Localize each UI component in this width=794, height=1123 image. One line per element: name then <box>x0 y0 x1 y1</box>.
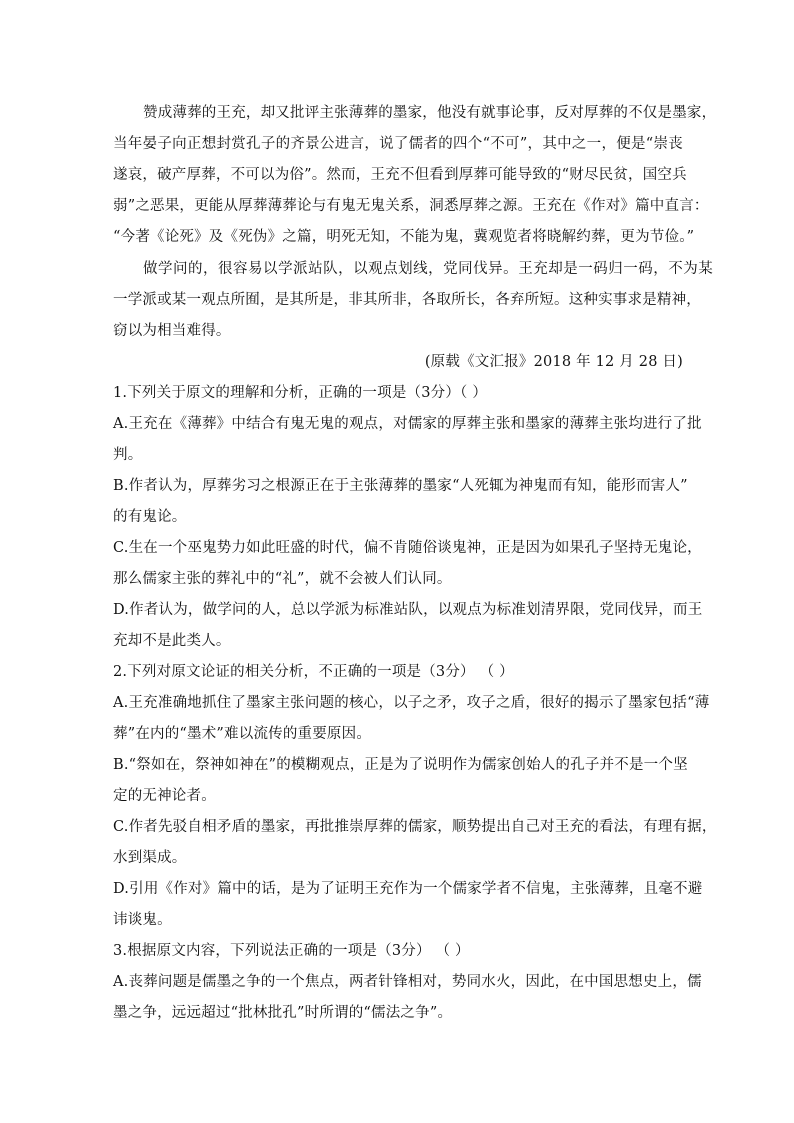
paragraph-1-line-5: “今著《论死》及《死伪》之篇，明死无知，不能为鬼，冀观览者将晓解约葬，更为节俭。” <box>113 229 695 245</box>
question-3-option-a-cont: 墨之争，远远超过“批林批孔”时所谓的“儒法之争”。 <box>113 1005 453 1021</box>
question-2-stem: 2.下列对原文论证的相关分析，不正确的一项是（3分） （ ） <box>113 664 514 680</box>
paragraph-2-line-2: 一学派或某一观点所囿，是其所是，非其所非，各取所长，各弃所短。这种实事求是精神， <box>113 292 701 308</box>
question-3-option-a: A.丧葬问题是儒墨之争的一个焦点，两者针锋相对，势同水火，因此，在中国思想史上，儒 <box>113 974 702 990</box>
question-2-option-c: C.作者先驳自相矛盾的墨家，再批推崇厚葬的儒家，顺势提出自己对王充的看法，有理有据， <box>113 819 717 835</box>
question-2-option-a: A.王充准确地抓住了墨家主张问题的核心，以子之矛，攻子之盾，很好的揭示了墨家包括“薄 <box>113 695 710 711</box>
question-2-option-a-cont: 葬”在内的“墨术”难以流传的重要原因。 <box>113 726 372 742</box>
paragraph-1-line-3: 遂哀，破产厚葬，不可以为俗”。然而，王充不但看到厚葬可能导致的“财尽民贫，国空兵 <box>113 167 687 183</box>
source-citation: (原载《文汇报》2018 年 12 月 28 日) <box>424 354 683 370</box>
question-1-option-b: B.作者认为，厚葬劣习之根源正在于主张薄葬的墨家“人死辄为神鬼而有知，能形而害人” <box>113 478 688 494</box>
question-1-option-c-cont: 那么儒家主张的葬礼中的“礼”，就不会被人们认同。 <box>113 571 452 587</box>
paragraph-1-line-2: 当年晏子向正想封赏孔子的齐景公进言，说了儒者的四个“不可”，其中之一，便是“崇丧 <box>113 136 683 152</box>
question-3-stem: 3.根据原文内容，下列说法正确的一项是（3分） （ ） <box>113 943 470 959</box>
question-2-option-d: D.引用《作对》篇中的话，是为了证明王充作为一个儒家学者不信鬼，主张薄葬，且毫不避 <box>113 881 703 897</box>
question-1-option-d: D.作者认为，做学问的人，总以学派为标准站队，以观点为标准划清界限，党同伐异，而王 <box>113 602 703 618</box>
question-1-stem: 1.下列关于原文的理解和分析，正确的一项是（3分）（ ） <box>113 385 488 401</box>
paragraph-1-line-1: 赞成薄葬的王充，却又批评主张薄葬的墨家，他没有就事论事，反对厚葬的不仅是墨家， <box>143 105 717 121</box>
question-1-option-a: A.王充在《薄葬》中结合有鬼无鬼的观点，对儒家的厚葬主张和墨家的薄葬主张均进行了批 <box>113 416 702 432</box>
paragraph-1-line-4: 弱”之恶果，更能从厚葬薄葬论与有鬼无鬼关系，洞悉厚葬之源。王充在《作对》篇中直言： <box>113 198 709 214</box>
question-1-option-d-cont: 充却不是此类人。 <box>113 633 231 649</box>
question-2-option-d-cont: 讳谈鬼。 <box>113 912 172 928</box>
paragraph-2-line-1: 做学问的，很容易以学派站队，以观点划线，党同伐异。王充却是一码归一码，不为某 <box>143 261 713 277</box>
question-2-option-b: B.“祭如在，祭神如神在”的模糊观点，正是为了说明作为儒家创始人的孔子并不是一个坚 <box>113 757 688 773</box>
question-1-option-c: C.生在一个巫鬼势力如此旺盛的时代，偏不肯随俗谈鬼神，正是因为如果孔子坚持无鬼论， <box>113 540 702 556</box>
paragraph-2-line-3: 窃以为相当难得。 <box>113 323 231 339</box>
question-1-option-a-cont: 判。 <box>113 447 143 463</box>
question-2-option-c-cont: 水到渠成。 <box>113 850 187 866</box>
question-1-option-b-cont: 的有鬼论。 <box>113 509 187 525</box>
question-2-option-b-cont: 定的无神论者。 <box>113 788 216 804</box>
